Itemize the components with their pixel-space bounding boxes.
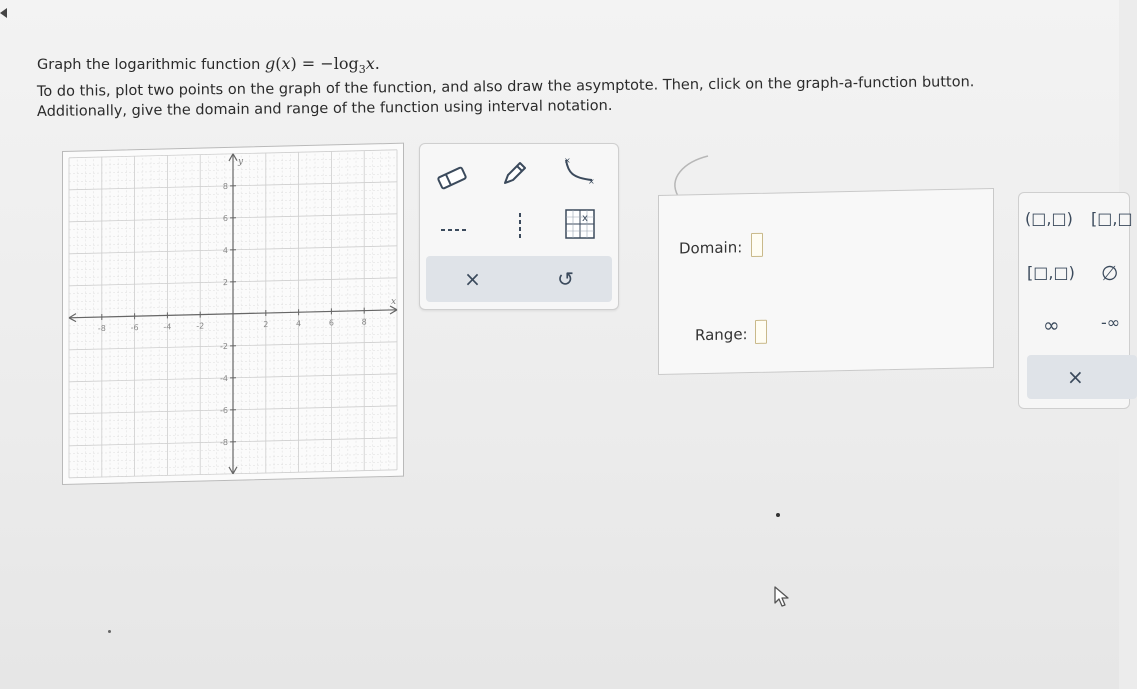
x-tick-label: -6 [130, 323, 139, 333]
logarithmic-curve-icon[interactable] [558, 154, 598, 190]
stray-dot [776, 513, 780, 517]
vertical-dashed-line-icon[interactable] [500, 208, 540, 244]
x-tick-label: -2 [196, 321, 205, 331]
y-tick-label: -2 [220, 341, 228, 352]
question-line-2: To do this, plot two points on the graph of the function, and also draw the asymptote. Then, click on the graph-a-function button. [36, 74, 975, 100]
y-tick-label: 4 [222, 245, 228, 256]
svg-text:×: × [564, 156, 571, 165]
toolbox-action-bar [426, 256, 612, 302]
y-tick-label: -8 [220, 437, 228, 448]
empty-set-button[interactable]: ∅ [1101, 261, 1119, 285]
clear-graph-button[interactable]: × [464, 267, 481, 291]
eraser-icon[interactable] [432, 160, 472, 196]
domain-input[interactable] [751, 233, 763, 257]
range-input[interactable] [755, 320, 767, 344]
question-prefix: Graph the logarithmic function [37, 57, 261, 73]
y-tick-label: -4 [220, 373, 228, 384]
closed-open-interval-button[interactable]: [□,□) [1027, 263, 1075, 282]
graph-canvas[interactable] [63, 144, 403, 484]
closed-interval-button[interactable]: [□,□ [1091, 209, 1133, 228]
svg-text:x: x [582, 213, 588, 224]
function-expression: $g(x) = -\log_3x$. [264, 54, 380, 77]
domain-label: Domain: [679, 238, 743, 258]
horizontal-dashed-line-icon[interactable] [434, 212, 474, 248]
infinity-button[interactable]: ∞ [1043, 313, 1060, 337]
undo-button[interactable]: ↺ [557, 267, 574, 291]
graph-a-function-icon[interactable] [560, 206, 600, 242]
mouse-cursor-icon [772, 585, 792, 609]
y-tick-label: -6 [220, 405, 228, 416]
svg-text:×: × [588, 177, 595, 186]
graph-toolbox [419, 143, 619, 310]
coordinate-graph[interactable] [62, 143, 404, 485]
x-tick-label: -4 [163, 322, 172, 332]
y-tick-label: 6 [222, 213, 228, 224]
back-arrow-icon[interactable] [0, 8, 7, 18]
x-tick-label: 2 [263, 319, 269, 330]
y-axis-label: y [238, 156, 244, 167]
answer-panel [658, 188, 994, 375]
y-tick-label: 8 [222, 181, 228, 192]
x-tick-label: 8 [361, 317, 367, 327]
x-tick-label: 6 [328, 318, 334, 328]
keyboard-clear-button[interactable]: × [1027, 355, 1137, 399]
range-label: Range: [695, 325, 748, 345]
x-axis-label: x [390, 296, 397, 307]
question-line-3: Additionally, give the domain and range of the function using interval notation. [36, 97, 613, 120]
interval-keyboard [1018, 192, 1133, 409]
negative-infinity-button[interactable]: -∞ [1101, 313, 1121, 332]
x-tick-label: 4 [296, 319, 302, 329]
x-tick-label: -8 [97, 323, 106, 334]
pencil-icon[interactable] [494, 156, 534, 192]
open-open-interval-button[interactable]: (□,□) [1025, 209, 1073, 228]
question-line-1 [37, 54, 380, 76]
y-tick-label: 2 [222, 277, 228, 288]
stray-dot [108, 630, 111, 633]
